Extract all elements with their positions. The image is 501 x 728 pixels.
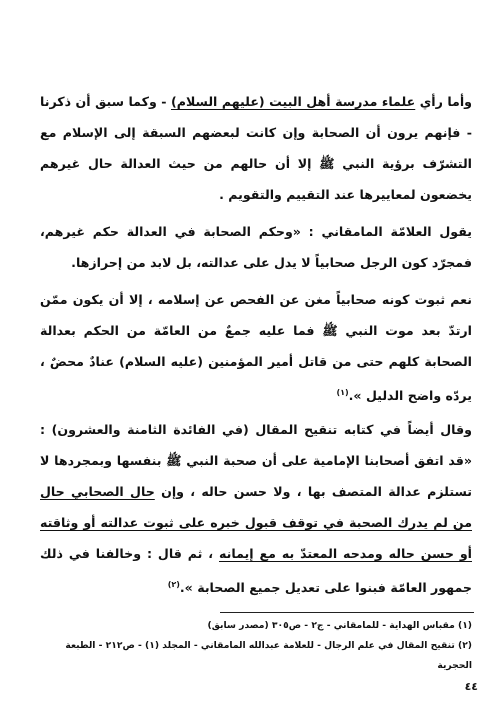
footnote-separator bbox=[220, 612, 474, 613]
text-segment: وقال أيضاً في كتابه تنقيح المقال (في الفائدة الثامنة والعشرون) : «قد اتفق أصحابنا الإمامية على أن صحبة النبي ﷺ بنفسها وبمجردها لا تستلزم عدالة المتصف بها ، ولا حسن حاله ، وإن bbox=[40, 422, 472, 499]
underlined-segment: علماء مدرسة أهل البيت (عليهم السلام) bbox=[170, 94, 416, 109]
text-segment: نعم ثبوت كونه صحابياً مغن عن الفحص عن إسلامه ، إلا أن يكون ممّن ارتدّ بعد موت النبي ﷺ فما عليه جمعٌ من العامّة من الحكم بعدالة الصحابة كلهم حتى من قاتل أمير المؤمنين (عليه السلام) عنادٌ محضٌ ، يردّه واضح الدليل ». bbox=[40, 292, 472, 404]
paragraph-3 bbox=[40, 284, 472, 411]
footnote-1: (١) مقباس الهداية - للمامقاني - ج٢ - ص٣٠٥ (مصدر سابق) bbox=[207, 620, 472, 631]
paragraph-1 bbox=[40, 86, 472, 210]
paragraph-4 bbox=[40, 414, 472, 603]
footnote-ref-2: (٢) bbox=[167, 580, 180, 589]
text-segment: يقول العلامّة المامقاني : «وحكم الصحابة في العدالة حكم غيرهم، فمجرّد كون الرجل صحابياً لا يدل على عدالته، بل لابد من إحرازها. bbox=[40, 224, 472, 270]
page-number: ٤٤ bbox=[464, 680, 478, 693]
paragraph-2 bbox=[40, 216, 472, 278]
text-segment: ، ثم قال : وخالفنا في ذلك جمهور العامّة فبنوا على تعديل جميع الصحابة ». bbox=[40, 546, 472, 596]
text-segment: - وكما سبق أن ذكرنا - فإنهم يرون أن الصحابة وإن كانت لبعضهم السبقة إلى الإسلام مع التشرّف برؤية النبي ﷺ إلا أن حالهم من حيث العدالة حال غيرهم يخضعون لمعاييرها عند التقييم والتقويم . bbox=[40, 94, 472, 202]
footnote-ref-1: (١) bbox=[336, 388, 349, 397]
underlined-segment: حال الصحابي حال من لم يدرك الصحبة في توقف قبول خبره على ثبوت عدالته أو وثاقته أو حسن حاله ومدحه المعتدّ به مع إيمانه bbox=[40, 484, 472, 561]
footnote-2: (٢) تنقيح المقال في علم الرجال - للعلامة عبدالله المامقاني - المجلد (١) - ص٢١٢ - الطبعة الحجرية bbox=[65, 640, 472, 671]
text-segment: وأما رأي bbox=[415, 94, 472, 109]
